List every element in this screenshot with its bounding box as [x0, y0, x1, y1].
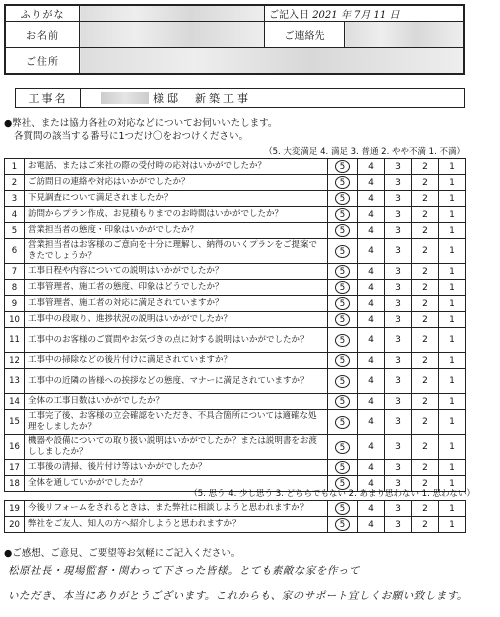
score-option-5[interactable] — [328, 175, 358, 191]
selected-circle: 5 — [335, 265, 350, 278]
question-text: 工事中のお客様のご質問やお気づきの点に対する説明はいかがでしたか？ — [25, 328, 328, 353]
selected-circle: 5 — [335, 518, 350, 531]
score-option-2[interactable]: 2 — [412, 410, 439, 435]
score-option-1[interactable]: 1 — [439, 175, 466, 191]
date-cell — [265, 6, 464, 22]
question-row — [5, 435, 466, 460]
score-option-1[interactable]: 1 — [439, 264, 466, 280]
question-row — [5, 264, 466, 280]
score-option-3[interactable]: 3 — [385, 207, 412, 223]
question-text: お電話、またはご来社の際の受付時の応対はいかがでしたか？ — [25, 159, 328, 175]
construction-value — [81, 89, 464, 107]
question-text: 下見調査について満足されましたか？ — [25, 191, 328, 207]
construction-suffix: 様邸 新築工事 — [153, 92, 251, 105]
score-option-2[interactable]: 2 — [412, 460, 439, 476]
name-field[interactable] — [80, 22, 265, 48]
question-row — [5, 410, 466, 435]
question-number: 3 — [5, 191, 25, 207]
score-option-2[interactable]: 2 — [412, 394, 439, 410]
score-option-3[interactable]: 3 — [385, 410, 412, 435]
question-number: 18 — [5, 476, 25, 492]
question-text: 全体を通していかがでしたか？ — [25, 476, 328, 492]
score-option-2[interactable]: 2 — [412, 239, 439, 264]
contact-label: ご連絡先 — [265, 22, 345, 48]
score-option-3[interactable]: 3 — [385, 369, 412, 394]
question-text: 訪問からプラン作成、お見積もりまでのお時間はいかがでしたか？ — [25, 207, 328, 223]
selected-circle: 5 — [335, 224, 350, 237]
question-number: 15 — [5, 410, 25, 435]
selected-circle: 5 — [335, 297, 350, 310]
score-option-3[interactable]: 3 — [385, 159, 412, 175]
selected-circle: 5 — [335, 281, 350, 294]
score-option-3[interactable]: 3 — [385, 517, 412, 533]
comment-label: ●ご感想、ご意見、ご要望等お気軽にご記入ください。 — [4, 548, 241, 559]
question-row — [5, 328, 466, 353]
intro-line-2: 各質問の該当する番号に1つだけ〇をおつけください。 — [14, 131, 248, 142]
survey-intro — [4, 117, 277, 143]
question-text: 工事中の近隣の皆様への挨拶などの態度、マナーに満足されていますか？ — [25, 369, 328, 394]
score-option-4[interactable]: 4 — [358, 280, 385, 296]
question-row — [5, 175, 466, 191]
score-option-3[interactable]: 3 — [385, 501, 412, 517]
score-option-5[interactable] — [328, 517, 358, 533]
score-option-5[interactable] — [328, 239, 358, 264]
question-text: 工事中の段取り、進捗状況の説明はいかがでしたか？ — [25, 312, 328, 328]
score-option-1[interactable]: 1 — [439, 410, 466, 435]
score-option-5[interactable] — [328, 159, 358, 175]
score-option-3[interactable]: 3 — [385, 353, 412, 369]
questions-table-2 — [4, 500, 466, 533]
score-option-2[interactable]: 2 — [412, 159, 439, 175]
score-option-4[interactable]: 4 — [358, 223, 385, 239]
score-option-3[interactable]: 3 — [385, 191, 412, 207]
score-option-2[interactable]: 2 — [412, 264, 439, 280]
score-option-1[interactable]: 1 — [439, 435, 466, 460]
score-option-4[interactable]: 4 — [358, 175, 385, 191]
question-number: 13 — [5, 369, 25, 394]
question-text: 弊社をご友人、知人の方へ紹介しようと思われますか？ — [25, 517, 328, 533]
score-option-4[interactable]: 4 — [358, 369, 385, 394]
selected-circle: 5 — [335, 461, 350, 474]
customer-info-box — [4, 4, 465, 75]
question-text: 工事後の清掃、後片付け等はいかがでしたか？ — [25, 460, 328, 476]
score-option-1[interactable]: 1 — [439, 191, 466, 207]
score-option-3[interactable]: 3 — [385, 280, 412, 296]
score-option-4[interactable]: 4 — [358, 328, 385, 353]
score-option-1[interactable]: 1 — [439, 501, 466, 517]
question-row — [5, 207, 466, 223]
scale-legend-2: （5. 思う 4. 少し思う 3. どちらでもない 2. あまり思わない 1. 思わない） — [189, 489, 475, 499]
score-option-5[interactable] — [328, 410, 358, 435]
score-option-5[interactable] — [328, 312, 358, 328]
question-number: 1 — [5, 159, 25, 175]
score-option-1[interactable]: 1 — [439, 280, 466, 296]
question-row — [5, 296, 466, 312]
furigana-label: ふりがな — [6, 6, 80, 22]
score-option-3[interactable]: 3 — [385, 175, 412, 191]
question-number: 14 — [5, 394, 25, 410]
score-option-2[interactable]: 2 — [412, 369, 439, 394]
score-option-5[interactable] — [328, 369, 358, 394]
question-number: 11 — [5, 328, 25, 353]
redacted-name — [101, 92, 149, 104]
question-text: ご訪問日の連絡や対応はいかがでしたか？ — [25, 175, 328, 191]
question-text: 営業担当者はお客様のご意向を十分に理解し、納得のいくプランをご提案できたでしょうか？ — [25, 239, 328, 264]
score-option-4[interactable]: 4 — [358, 410, 385, 435]
selected-circle: 5 — [335, 395, 350, 408]
intro-line-1: ●弊社、または協力各社の対応などについてお伺いいたします。 — [4, 118, 278, 129]
construction-label: 工事名 — [16, 89, 81, 107]
question-row — [5, 394, 466, 410]
score-option-5[interactable] — [328, 460, 358, 476]
selected-circle: 5 — [335, 192, 350, 205]
score-option-4[interactable]: 4 — [358, 312, 385, 328]
score-option-3[interactable]: 3 — [385, 435, 412, 460]
score-option-1[interactable]: 1 — [439, 353, 466, 369]
score-option-2[interactable]: 2 — [412, 517, 439, 533]
score-option-5[interactable] — [328, 394, 358, 410]
score-option-3[interactable]: 3 — [385, 296, 412, 312]
score-option-5[interactable] — [328, 191, 358, 207]
score-option-5[interactable] — [328, 264, 358, 280]
score-option-1[interactable]: 1 — [439, 159, 466, 175]
question-number: 7 — [5, 264, 25, 280]
question-row — [5, 280, 466, 296]
score-option-4[interactable]: 4 — [358, 353, 385, 369]
score-option-1[interactable]: 1 — [439, 394, 466, 410]
question-row — [5, 501, 466, 517]
question-text: 全体の工事日数はいかがでしたか？ — [25, 394, 328, 410]
comment-line-2: いただき、本当にありがとうございます。これからも、家のサポート宜しくお願い致します。 — [8, 590, 468, 602]
score-option-5[interactable] — [328, 435, 358, 460]
question-number: 9 — [5, 296, 25, 312]
construction-name-box — [15, 88, 465, 108]
question-number: 4 — [5, 207, 25, 223]
score-option-2[interactable]: 2 — [412, 353, 439, 369]
score-option-3[interactable]: 3 — [385, 394, 412, 410]
question-number: 20 — [5, 517, 25, 533]
name-label: お名前 — [6, 22, 80, 48]
comment-line-1: 松原社長・現場監督・関わって下さった皆様。とても素敵な家を作って — [8, 565, 360, 577]
question-number: 16 — [5, 435, 25, 460]
questions-table-1 — [4, 158, 466, 492]
score-option-1[interactable]: 1 — [439, 369, 466, 394]
score-option-4[interactable]: 4 — [358, 159, 385, 175]
question-number: 2 — [5, 175, 25, 191]
question-number: 19 — [5, 501, 25, 517]
question-text: 工事管理者、施工者の態度、印象はどうでしたか？ — [25, 280, 328, 296]
selected-circle: 5 — [335, 334, 350, 347]
score-option-1[interactable]: 1 — [439, 517, 466, 533]
question-number: 10 — [5, 312, 25, 328]
score-option-1[interactable]: 1 — [439, 312, 466, 328]
question-row — [5, 312, 466, 328]
address-field[interactable] — [80, 48, 464, 74]
score-option-2[interactable]: 2 — [412, 280, 439, 296]
question-number: 17 — [5, 460, 25, 476]
question-number: 8 — [5, 280, 25, 296]
date-value: 2021 年 7月 11 日 — [312, 10, 400, 21]
score-option-1[interactable]: 1 — [439, 239, 466, 264]
score-option-1[interactable]: 1 — [439, 460, 466, 476]
score-option-4[interactable]: 4 — [358, 517, 385, 533]
score-option-4[interactable]: 4 — [358, 207, 385, 223]
score-option-5[interactable] — [328, 280, 358, 296]
score-option-4[interactable]: 4 — [358, 476, 385, 492]
address-label: ご住所 — [6, 48, 80, 74]
score-option-5[interactable] — [328, 353, 358, 369]
score-option-4[interactable]: 4 — [358, 394, 385, 410]
selected-circle: 5 — [335, 160, 350, 173]
score-option-3[interactable]: 3 — [385, 223, 412, 239]
selected-circle: 5 — [335, 502, 350, 515]
question-text: 工事中の掃除などの後片付けに満足されていますか？ — [25, 353, 328, 369]
selected-circle: 5 — [335, 208, 350, 221]
question-number: 12 — [5, 353, 25, 369]
score-option-5[interactable] — [328, 296, 358, 312]
selected-circle: 5 — [335, 354, 350, 367]
question-row — [5, 159, 466, 175]
question-row — [5, 223, 466, 239]
question-row — [5, 517, 466, 533]
furigana-field[interactable] — [80, 6, 265, 22]
score-option-3[interactable]: 3 — [385, 312, 412, 328]
score-option-3[interactable]: 3 — [385, 460, 412, 476]
score-option-3[interactable]: 3 — [385, 239, 412, 264]
score-option-2[interactable]: 2 — [412, 435, 439, 460]
selected-circle: 5 — [335, 477, 350, 490]
question-text: 営業担当者の態度・印象はいかがでしたか？ — [25, 223, 328, 239]
score-option-2[interactable]: 2 — [412, 476, 439, 492]
selected-circle: 5 — [335, 375, 350, 388]
question-row — [5, 239, 466, 264]
question-text: 機器や設備についての取り扱い説明はいかがでしたか？または説明書をお渡ししましたか？ — [25, 435, 328, 460]
score-option-4[interactable]: 4 — [358, 501, 385, 517]
question-number: 5 — [5, 223, 25, 239]
score-option-1[interactable]: 1 — [439, 328, 466, 353]
contact-field[interactable] — [345, 22, 464, 48]
score-option-1[interactable]: 1 — [439, 207, 466, 223]
score-option-4[interactable]: 4 — [358, 435, 385, 460]
score-option-5[interactable] — [328, 223, 358, 239]
question-text: 工事日程や内容についての説明はいかがでしたか？ — [25, 264, 328, 280]
score-option-1[interactable]: 1 — [439, 476, 466, 492]
question-text: 工事完了後、お客様の立会確認をいただき、不具合箇所については適確な処理をしましたか？ — [25, 410, 328, 435]
question-text: 工事管理者、施工者の対応に満足されていますか？ — [25, 296, 328, 312]
score-option-5[interactable] — [328, 501, 358, 517]
score-option-5[interactable] — [328, 328, 358, 353]
score-option-3[interactable]: 3 — [385, 264, 412, 280]
score-option-1[interactable]: 1 — [439, 296, 466, 312]
score-option-2[interactable]: 2 — [412, 191, 439, 207]
question-row — [5, 353, 466, 369]
score-option-4[interactable]: 4 — [358, 264, 385, 280]
score-option-4[interactable]: 4 — [358, 191, 385, 207]
score-option-2[interactable]: 2 — [412, 328, 439, 353]
score-option-3[interactable]: 3 — [385, 476, 412, 492]
question-number: 6 — [5, 239, 25, 264]
question-row — [5, 369, 466, 394]
score-option-2[interactable]: 2 — [412, 207, 439, 223]
date-label: ご記入日 — [269, 10, 309, 21]
score-option-2[interactable]: 2 — [412, 223, 439, 239]
selected-circle: 5 — [335, 245, 350, 258]
score-option-4[interactable]: 4 — [358, 296, 385, 312]
question-row — [5, 460, 466, 476]
score-option-4[interactable]: 4 — [358, 460, 385, 476]
selected-circle: 5 — [335, 176, 350, 189]
score-option-2[interactable]: 2 — [412, 175, 439, 191]
score-option-4[interactable]: 4 — [358, 239, 385, 264]
score-option-2[interactable]: 2 — [412, 312, 439, 328]
score-option-1[interactable]: 1 — [439, 223, 466, 239]
selected-circle: 5 — [335, 416, 350, 429]
question-row — [5, 191, 466, 207]
question-text: 今後リフォームをされるときは、また弊社に相談しようと思われますか？ — [25, 501, 328, 517]
score-option-5[interactable] — [328, 207, 358, 223]
score-option-2[interactable]: 2 — [412, 501, 439, 517]
scale-legend-1: （5. 大変満足 4. 満足 3. 普通 2. やや不満 1. 不満） — [264, 147, 465, 157]
selected-circle: 5 — [335, 313, 350, 326]
selected-circle: 5 — [335, 441, 350, 454]
score-option-2[interactable]: 2 — [412, 296, 439, 312]
score-option-3[interactable]: 3 — [385, 328, 412, 353]
